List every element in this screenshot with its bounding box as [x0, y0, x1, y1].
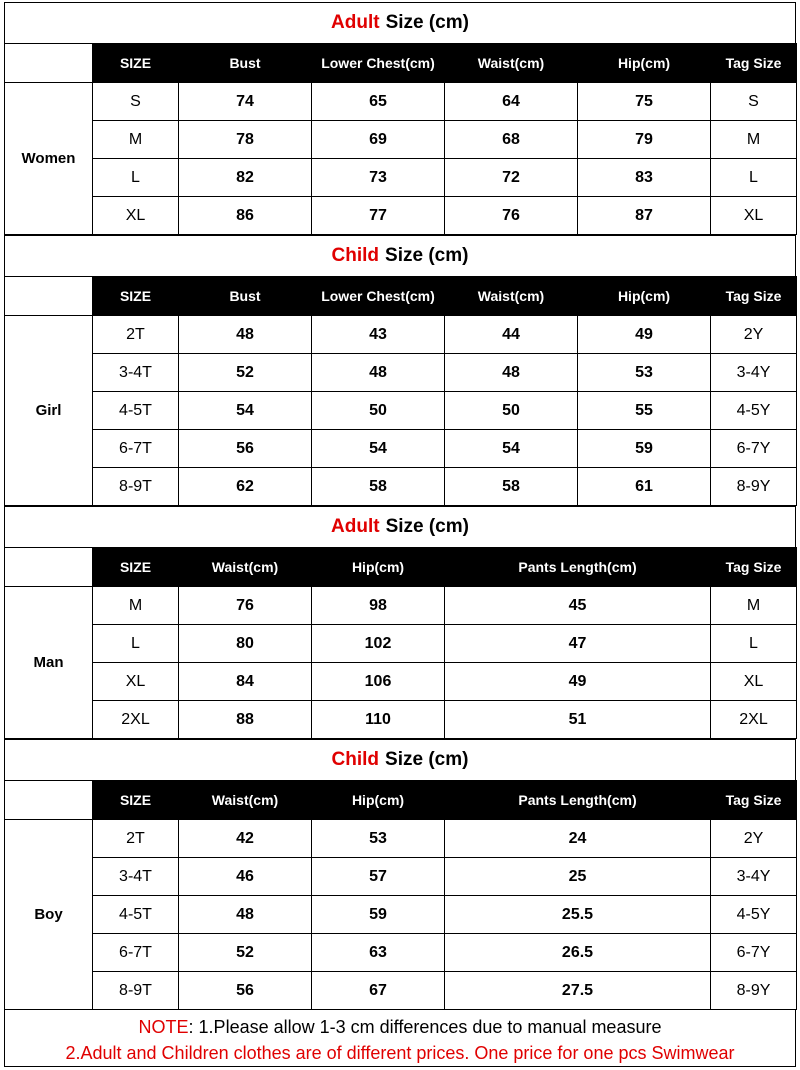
table-row — [5, 587, 797, 625]
table-row — [5, 468, 797, 506]
size-table-boy — [4, 780, 797, 1010]
value-cell: 58 — [312, 468, 445, 506]
column-header: Lower Chest(cm) — [312, 277, 445, 316]
size-cell: 8-9T — [93, 972, 179, 1010]
size-cell: 6-7T — [93, 430, 179, 468]
size-cell: 2T — [93, 820, 179, 858]
size-chart — [4, 2, 796, 1067]
column-header: Bust — [179, 44, 312, 83]
value-cell: 63 — [312, 934, 445, 972]
value-cell: 72 — [445, 159, 578, 197]
tag-size-cell: M — [711, 587, 797, 625]
value-cell: 84 — [179, 663, 312, 701]
value-cell: 24 — [445, 820, 711, 858]
table-row — [5, 896, 797, 934]
note-line-1 — [5, 1010, 795, 1040]
size-cell: M — [93, 587, 179, 625]
header-row — [5, 44, 797, 83]
tag-size-cell: S — [711, 83, 797, 121]
table-row — [5, 392, 797, 430]
note-text-1: : 1.Please allow 1-3 cm differences due to manual measure — [188, 1017, 662, 1037]
group-label: Girl — [5, 316, 93, 506]
table-row — [5, 354, 797, 392]
header-row — [5, 277, 797, 316]
column-header: Lower Chest(cm) — [312, 44, 445, 83]
size-cell: 8-9T — [93, 468, 179, 506]
value-cell: 53 — [312, 820, 445, 858]
size-cell: XL — [93, 197, 179, 235]
value-cell: 25.5 — [445, 896, 711, 934]
value-cell: 61 — [578, 468, 711, 506]
value-cell: 110 — [312, 701, 445, 739]
section-title-text: Size (cm) — [385, 12, 469, 33]
size-cell: 3-4T — [93, 354, 179, 392]
size-cell: M — [93, 121, 179, 159]
table-row — [5, 972, 797, 1010]
column-header: Tag Size — [711, 548, 797, 587]
value-cell: 49 — [578, 316, 711, 354]
column-header: Waist(cm) — [179, 548, 312, 587]
tag-size-cell: 6-7Y — [711, 934, 797, 972]
size-cell: 2T — [93, 316, 179, 354]
section-title-text: Size (cm) — [385, 516, 469, 537]
value-cell: 78 — [179, 121, 312, 159]
section-title-text: Size (cm) — [385, 749, 469, 770]
column-header: SIZE — [93, 781, 179, 820]
table-row — [5, 316, 797, 354]
table-row — [5, 625, 797, 663]
value-cell: 52 — [179, 934, 312, 972]
table-row — [5, 159, 797, 197]
value-cell: 64 — [445, 83, 578, 121]
table-row — [5, 934, 797, 972]
header-row — [5, 781, 797, 820]
value-cell: 76 — [179, 587, 312, 625]
value-cell: 74 — [179, 83, 312, 121]
value-cell: 44 — [445, 316, 578, 354]
table-row — [5, 197, 797, 235]
tag-size-cell: 8-9Y — [711, 972, 797, 1010]
column-header: SIZE — [93, 277, 179, 316]
note-label: NOTE — [138, 1017, 189, 1037]
section-title — [4, 235, 796, 276]
column-header: Hip(cm) — [312, 781, 445, 820]
value-cell: 102 — [312, 625, 445, 663]
value-cell: 54 — [312, 430, 445, 468]
size-cell: 4-5T — [93, 392, 179, 430]
section-title-highlight: Child — [331, 749, 380, 770]
value-cell: 106 — [312, 663, 445, 701]
column-header: Bust — [179, 277, 312, 316]
value-cell: 26.5 — [445, 934, 711, 972]
value-cell: 79 — [578, 121, 711, 159]
value-cell: 98 — [312, 587, 445, 625]
value-cell: 75 — [578, 83, 711, 121]
value-cell: 59 — [578, 430, 711, 468]
table-row — [5, 820, 797, 858]
column-header: Waist(cm) — [445, 44, 578, 83]
value-cell: 48 — [312, 354, 445, 392]
note-line-2: 2.Adult and Children clothes are of different prices. One price for one pcs Swimwear — [65, 1043, 735, 1063]
header-row — [5, 548, 797, 587]
value-cell: 87 — [578, 197, 711, 235]
size-table-man — [4, 547, 797, 739]
column-header: SIZE — [93, 44, 179, 83]
size-cell: 3-4T — [93, 858, 179, 896]
size-table-women — [4, 43, 797, 235]
value-cell: 76 — [445, 197, 578, 235]
column-header: Hip(cm) — [578, 277, 711, 316]
tag-size-cell: 2XL — [711, 701, 797, 739]
column-header: Hip(cm) — [578, 44, 711, 83]
value-cell: 49 — [445, 663, 711, 701]
value-cell: 48 — [179, 316, 312, 354]
group-label: Man — [5, 587, 93, 739]
column-header: SIZE — [93, 548, 179, 587]
tag-size-cell: 2Y — [711, 316, 797, 354]
value-cell: 65 — [312, 83, 445, 121]
value-cell: 73 — [312, 159, 445, 197]
value-cell: 53 — [578, 354, 711, 392]
table-row — [5, 701, 797, 739]
value-cell: 56 — [179, 430, 312, 468]
tag-size-cell: 4-5Y — [711, 896, 797, 934]
value-cell: 43 — [312, 316, 445, 354]
size-cell: XL — [93, 663, 179, 701]
value-cell: 56 — [179, 972, 312, 1010]
table-row — [5, 858, 797, 896]
tag-size-cell: 3-4Y — [711, 354, 797, 392]
header-blank-cell — [5, 781, 93, 820]
section-title — [4, 739, 796, 780]
value-cell: 48 — [445, 354, 578, 392]
value-cell: 54 — [179, 392, 312, 430]
table-row — [5, 430, 797, 468]
tag-size-cell: M — [711, 121, 797, 159]
size-cell: L — [93, 159, 179, 197]
value-cell: 50 — [312, 392, 445, 430]
section-title-highlight: Adult — [331, 12, 380, 33]
value-cell: 47 — [445, 625, 711, 663]
value-cell: 68 — [445, 121, 578, 159]
value-cell: 57 — [312, 858, 445, 896]
tag-size-cell: 8-9Y — [711, 468, 797, 506]
value-cell: 80 — [179, 625, 312, 663]
value-cell: 69 — [312, 121, 445, 159]
table-row — [5, 121, 797, 159]
tag-size-cell: XL — [711, 197, 797, 235]
size-cell: S — [93, 83, 179, 121]
value-cell: 54 — [445, 430, 578, 468]
tag-size-cell: 3-4Y — [711, 858, 797, 896]
column-header: Tag Size — [711, 44, 797, 83]
value-cell: 59 — [312, 896, 445, 934]
value-cell: 58 — [445, 468, 578, 506]
section-title-highlight: Adult — [331, 516, 380, 537]
value-cell: 45 — [445, 587, 711, 625]
value-cell: 25 — [445, 858, 711, 896]
tag-size-cell: 4-5Y — [711, 392, 797, 430]
section-title-text: Size (cm) — [385, 245, 469, 266]
section-title — [4, 506, 796, 547]
size-cell: 2XL — [93, 701, 179, 739]
value-cell: 62 — [179, 468, 312, 506]
value-cell: 27.5 — [445, 972, 711, 1010]
value-cell: 51 — [445, 701, 711, 739]
value-cell: 77 — [312, 197, 445, 235]
value-cell: 67 — [312, 972, 445, 1010]
header-blank-cell — [5, 44, 93, 83]
group-label: Boy — [5, 820, 93, 1010]
value-cell: 83 — [578, 159, 711, 197]
header-blank-cell — [5, 277, 93, 316]
tag-size-cell: XL — [711, 663, 797, 701]
column-header: Pants Length(cm) — [445, 781, 711, 820]
column-header: Hip(cm) — [312, 548, 445, 587]
column-header: Tag Size — [711, 277, 797, 316]
value-cell: 82 — [179, 159, 312, 197]
tag-size-cell: L — [711, 625, 797, 663]
tag-size-cell: 2Y — [711, 820, 797, 858]
header-blank-cell — [5, 548, 93, 587]
value-cell: 50 — [445, 392, 578, 430]
table-row — [5, 83, 797, 121]
column-header: Tag Size — [711, 781, 797, 820]
table-row — [5, 663, 797, 701]
size-table-girl — [4, 276, 797, 506]
value-cell: 48 — [179, 896, 312, 934]
tag-size-cell: 6-7Y — [711, 430, 797, 468]
section-title — [4, 2, 796, 43]
value-cell: 88 — [179, 701, 312, 739]
column-header: Waist(cm) — [179, 781, 312, 820]
size-cell: 6-7T — [93, 934, 179, 972]
column-header: Pants Length(cm) — [445, 548, 711, 587]
value-cell: 52 — [179, 354, 312, 392]
value-cell: 86 — [179, 197, 312, 235]
group-label: Women — [5, 83, 93, 235]
note-box — [4, 1010, 796, 1067]
value-cell: 55 — [578, 392, 711, 430]
column-header: Waist(cm) — [445, 277, 578, 316]
size-cell: L — [93, 625, 179, 663]
section-title-highlight: Child — [331, 245, 380, 266]
value-cell: 42 — [179, 820, 312, 858]
size-cell: 4-5T — [93, 896, 179, 934]
tag-size-cell: L — [711, 159, 797, 197]
value-cell: 46 — [179, 858, 312, 896]
